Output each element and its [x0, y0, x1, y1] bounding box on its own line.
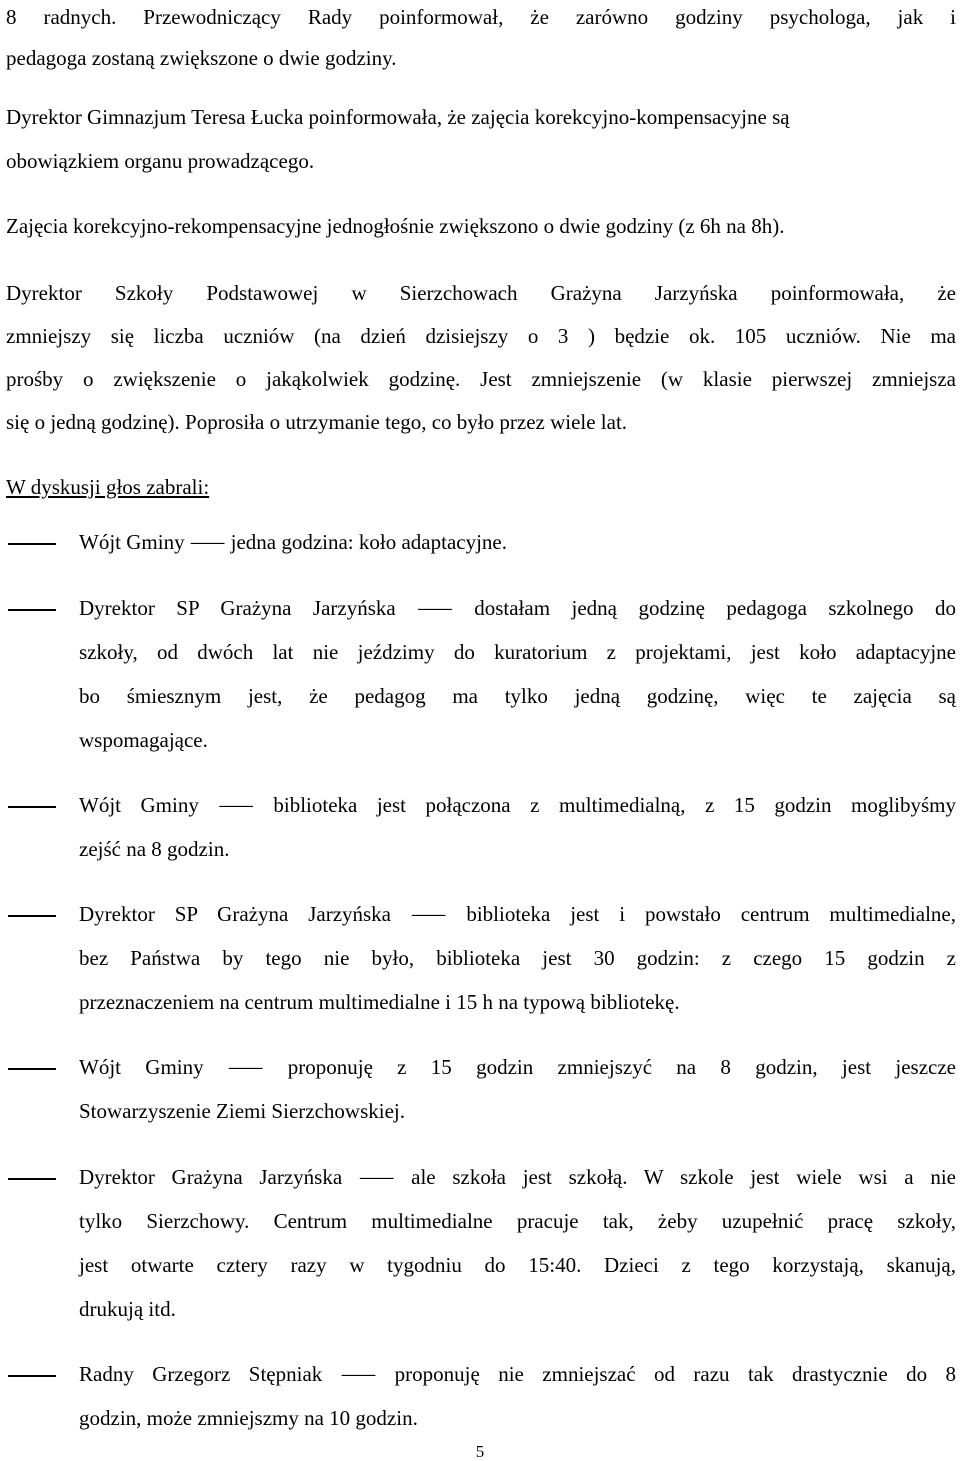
bullet-line: jest otwarte cztery razy w tygodniu do 15:40. Dzieci z tego korzystają, skanują,: [79, 1253, 956, 1277]
page-number: 5: [475, 1442, 485, 1461]
bullet-line: Dyrektor Grażyna Jarzyńska ⸺ ale szkoła jest szkołą. W szkole jest wiele wsi a nie: [79, 1165, 956, 1189]
paragraph-line: zmniejszy się liczba uczniów (na dzień dzisiejszy o 3 ) będzie ok. 105 uczniów. Nie ma: [6, 324, 956, 348]
dash-bullet-icon: [8, 1178, 56, 1180]
bullet-line: Wójt Gminy ⸺ proponuję z 15 godzin zmniejszyć na 8 godzin, jest jeszcze: [79, 1055, 956, 1079]
dash-bullet-icon: [8, 1375, 56, 1377]
bullet-line: drukują itd.: [79, 1297, 176, 1321]
dash-bullet-icon: [8, 806, 56, 808]
dash-bullet-icon: [8, 609, 56, 611]
bullet-line: przeznaczeniem na centrum multimedialne i 15 h na typową bibliotekę.: [79, 990, 680, 1014]
paragraph-line: pedagoga zostaną zwiększone o dwie godziny.: [6, 46, 397, 70]
bullet-line: Dyrektor SP Grażyna Jarzyńska ⸺ dostałam jedną godzinę pedagoga szkolnego do: [79, 596, 956, 620]
dash-bullet-icon: [8, 1068, 56, 1070]
bullet-line: bez Państwa by tego nie było, biblioteka jest 30 godzin: z czego 15 godzin z: [79, 946, 956, 970]
paragraph-line: 8 radnych. Przewodniczący Rady poinformował, że zarówno godziny psychologa, jak i: [6, 5, 956, 29]
bullet-line: Wójt Gminy ⸺ biblioteka jest połączona z multimedialną, z 15 godzin moglibyśmy: [79, 793, 956, 817]
bullet-line: wspomagające.: [79, 728, 208, 752]
discussion-heading: W dyskusji głos zabrali:: [6, 475, 210, 499]
bullet-line: godzin, może zmniejszmy na 10 godzin.: [79, 1406, 418, 1430]
bullet-line: Radny Grzegorz Stępniak ⸺ proponuję nie zmniejszać od razu tak drastycznie do 8: [79, 1362, 956, 1386]
dash-bullet-icon: [8, 543, 56, 545]
paragraph-line: prośby o zwiększenie o jakąkolwiek godzinę. Jest zmniejszenie (w klasie pierwszej zmniejsza: [6, 367, 956, 391]
paragraph-line: Dyrektor Szkoły Podstawowej w Sierzchowach Grażyna Jarzyńska poinformowała, że: [6, 281, 956, 305]
bullet-line: Wójt Gminy ⸺ jedna godzina: koło adaptacyjne.: [79, 530, 508, 554]
bullet-line: zejść na 8 godzin.: [79, 837, 230, 861]
bullet-line: Dyrektor SP Grażyna Jarzyńska ⸺ biblioteka jest i powstało centrum multimedialne,: [79, 902, 956, 926]
bullet-line: szkoły, od dwóch lat nie jeździmy do kuratorium z projektami, jest koło adaptacyjne: [79, 640, 956, 664]
paragraph-line: Dyrektor Gimnazjum Teresa Łucka poinformowała, że zajęcia korekcyjno-kompensacyjne są: [6, 105, 790, 129]
dash-bullet-icon: [8, 915, 56, 917]
bullet-line: tylko Sierzchowy. Centrum multimedialne pracuje tak, żeby uzupełnić pracę szkoły,: [79, 1209, 956, 1233]
bullet-line: bo śmiesznym jest, że pedagog ma tylko jedną godzinę, więc te zajęcia są: [79, 684, 956, 708]
paragraph-line: Zajęcia korekcyjno-rekompensacyjne jednogłośnie zwiększono o dwie godziny (z 6h na 8h).: [6, 214, 785, 238]
paragraph-line: się o jedną godzinę). Poprosiła o utrzymanie tego, co było przez wiele lat.: [6, 410, 628, 434]
paragraph-line: obowiązkiem organu prowadzącego.: [6, 149, 315, 173]
bullet-line: Stowarzyszenie Ziemi Sierzchowskiej.: [79, 1099, 405, 1123]
